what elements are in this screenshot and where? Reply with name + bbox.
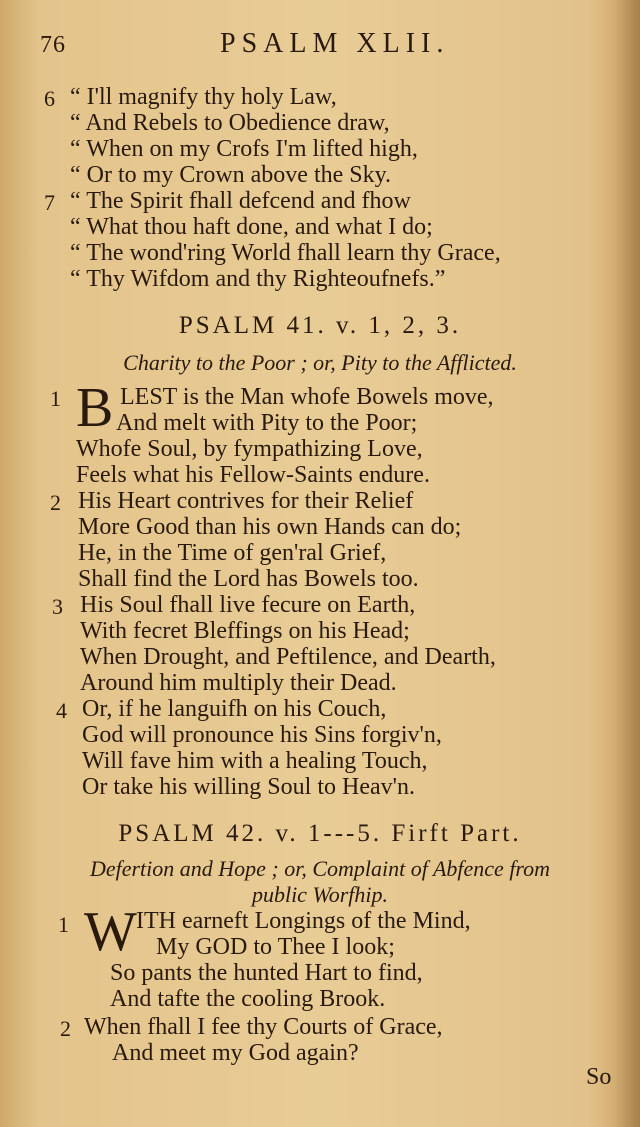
drop-cap: W <box>84 901 137 963</box>
verse-line: Whofe Soul, by fympathizing Love, <box>76 436 423 462</box>
verse-line: He, in the Time of gen'ral Grief, <box>78 540 387 566</box>
verse-line: Or, if he languifh on his Couch, <box>82 696 387 722</box>
verse-number: 6 <box>44 86 55 111</box>
verse-line: “ And Rebels to Obedience draw, <box>70 110 390 136</box>
verse-line: Around him multiply their Dead. <box>80 670 397 696</box>
psalm-41-title: PSALM 41. v. 1, 2, 3. <box>178 312 462 339</box>
verse-line: More Good than his own Hands can do; <box>78 514 462 540</box>
psalm-42-subtitle: Defertion and Hope ; or, Complaint of Abfence from <box>89 856 551 881</box>
verse-line: When Drought, and Peftilence, and Dearth, <box>80 644 496 670</box>
verse-line: “ I'll magnify thy holy Law, <box>70 84 337 110</box>
verse-number: 3 <box>52 594 63 619</box>
verse-line: Shall find the Lord has Bowels too. <box>78 566 419 592</box>
page-number: 76 <box>40 32 66 58</box>
verse-line: “ Thy Wifdom and thy Righteoufnefs.” <box>70 266 446 292</box>
verse-line: “ The Spirit fhall defcend and fhow <box>70 188 411 214</box>
psalm-42-title: PSALM 42. v. 1---5. Firft Part. <box>118 820 522 847</box>
verse-line: And meet my God again? <box>112 1040 359 1066</box>
verse-number: 1 <box>58 912 69 937</box>
verse-line: My GOD to Thee I look; <box>156 934 395 960</box>
verse-line: His Soul fhall live fecure on Earth, <box>80 592 416 618</box>
verse-number: 7 <box>44 190 55 215</box>
psalm-41-subtitle: Charity to the Poor ; or, Pity to the Afflicted. <box>123 350 517 375</box>
psalm-42-subtitle-continued: public Worfhip. <box>251 882 389 907</box>
verse-line: So pants the hunted Hart to find, <box>110 960 423 986</box>
verse-line: ITH earneft Longings of the Mind, <box>136 908 471 934</box>
verse-line: And melt with Pity to the Poor; <box>116 410 418 436</box>
verse-number: 2 <box>60 1016 71 1041</box>
verse-line: When fhall I fee thy Courts of Grace, <box>84 1014 443 1040</box>
catchword: So <box>586 1064 612 1090</box>
verse-line: Will fave him with a healing Touch, <box>82 748 428 774</box>
verse-line: “ What thou haft done, and what I do; <box>70 214 433 240</box>
verse-line: Or take his willing Soul to Heav'n. <box>82 774 415 800</box>
verse-line: “ When on my Crofs I'm lifted high, <box>70 136 418 162</box>
verse-line: “ The wond'ring World fhall learn thy Grace, <box>70 240 501 266</box>
verse-line: LEST is the Man whofe Bowels move, <box>120 384 494 410</box>
verse-line: His Heart contrives for their Relief <box>78 488 414 514</box>
verse-line: With fecret Bleffings on his Head; <box>80 618 410 644</box>
verse-number: 1 <box>50 386 61 411</box>
verse-number: 4 <box>56 698 67 723</box>
verse-line: God will pronounce his Sins forgiv'n, <box>82 722 442 748</box>
verse-line: And tafte the cooling Brook. <box>110 986 386 1012</box>
verse-line: Feels what his Fellow-Saints endure. <box>76 462 430 488</box>
page-header <box>40 26 600 66</box>
running-head: PSALM XLII. <box>220 28 450 59</box>
page-edge-shadow <box>614 0 640 1127</box>
verse-line: “ Or to my Crown above the Sky. <box>70 162 392 188</box>
drop-cap: B <box>76 377 114 439</box>
verse-number: 2 <box>50 490 61 515</box>
